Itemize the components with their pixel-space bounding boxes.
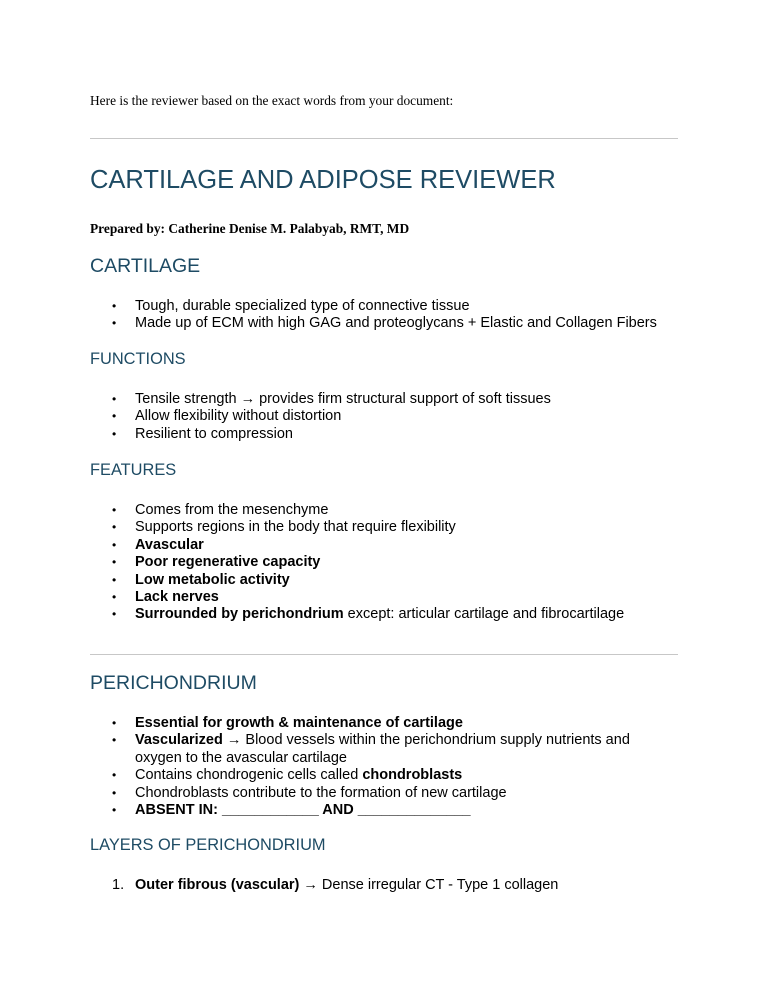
list-item: • Tensile strength → provides firm structural support of soft tissues [90, 391, 678, 408]
features-list [90, 502, 678, 624]
list-item [90, 572, 678, 589]
list-item: • Chondroblasts contribute to the formation of new cartilage [90, 785, 678, 802]
intro-text: Here is the reviewer based on the exact words from your document: [90, 93, 454, 108]
list-item [90, 732, 678, 767]
list-item: • Comes from the mesenchyme [90, 502, 678, 519]
item-text: except: articular cartilage and fibrocartilage [343, 606, 625, 623]
bold-text: chondroblasts [362, 767, 463, 784]
divider [90, 138, 678, 139]
heading-layers: LAYERS OF PERICHONDRIUM [90, 836, 326, 854]
item-text: → Blood vessels within the perichondrium supply nutrients and oxygen to the avascular cartilage [135, 732, 630, 766]
heading-cartilage: CARTILAGE [90, 255, 201, 277]
list-item [90, 877, 678, 894]
list-item [90, 589, 678, 606]
list-item: • Allow flexibility without distortion [90, 408, 678, 425]
heading-perichondrium: PERICHONDRIUM [90, 672, 257, 694]
list-item [90, 554, 678, 571]
cartilage-list [90, 298, 678, 333]
bold-text: Vascularized [135, 732, 223, 749]
list-item [90, 715, 678, 732]
list-item [90, 767, 678, 784]
bold-text: Poor regenerative capacity [135, 554, 321, 571]
divider [90, 654, 678, 655]
bold-text: ABSENT IN: ____________ AND ______________ [135, 802, 471, 819]
bold-text: Avascular [135, 536, 204, 553]
list-number: 1. [112, 877, 125, 893]
list-item: • Resilient to compression [90, 426, 678, 443]
item-text: → Dense irregular CT - Type 1 collagen [299, 877, 559, 893]
list-item: • Made up of ECM with high GAG and proteoglycans + Elastic and Collagen Fibers [90, 315, 678, 332]
item-text: Contains chondrogenic cells called [135, 767, 363, 784]
layers-list [90, 877, 678, 894]
prepared-by: Prepared by: Catherine Denise M. Palabyab, RMT, MD [90, 221, 410, 236]
bold-text: Lack nerves [135, 589, 219, 606]
heading-features: FEATURES [90, 461, 177, 479]
bold-text: Outer fibrous (vascular) [135, 877, 300, 893]
list-item: • Supports regions in the body that require flexibility [90, 519, 678, 536]
bold-text: Essential for growth & maintenance of cartilage [135, 715, 463, 731]
list-item [90, 537, 678, 554]
perichondrium-list [90, 715, 678, 819]
document-title: CARTILAGE AND ADIPOSE REVIEWER [90, 166, 556, 194]
list-item [90, 606, 678, 623]
list-item: • Tough, durable specialized type of connective tissue [90, 298, 678, 315]
functions-list [90, 391, 678, 443]
list-item [90, 802, 678, 819]
heading-functions: FUNCTIONS [90, 350, 186, 368]
bold-text: Surrounded by perichondrium [135, 606, 344, 623]
bold-text: Low metabolic activity [135, 571, 290, 588]
